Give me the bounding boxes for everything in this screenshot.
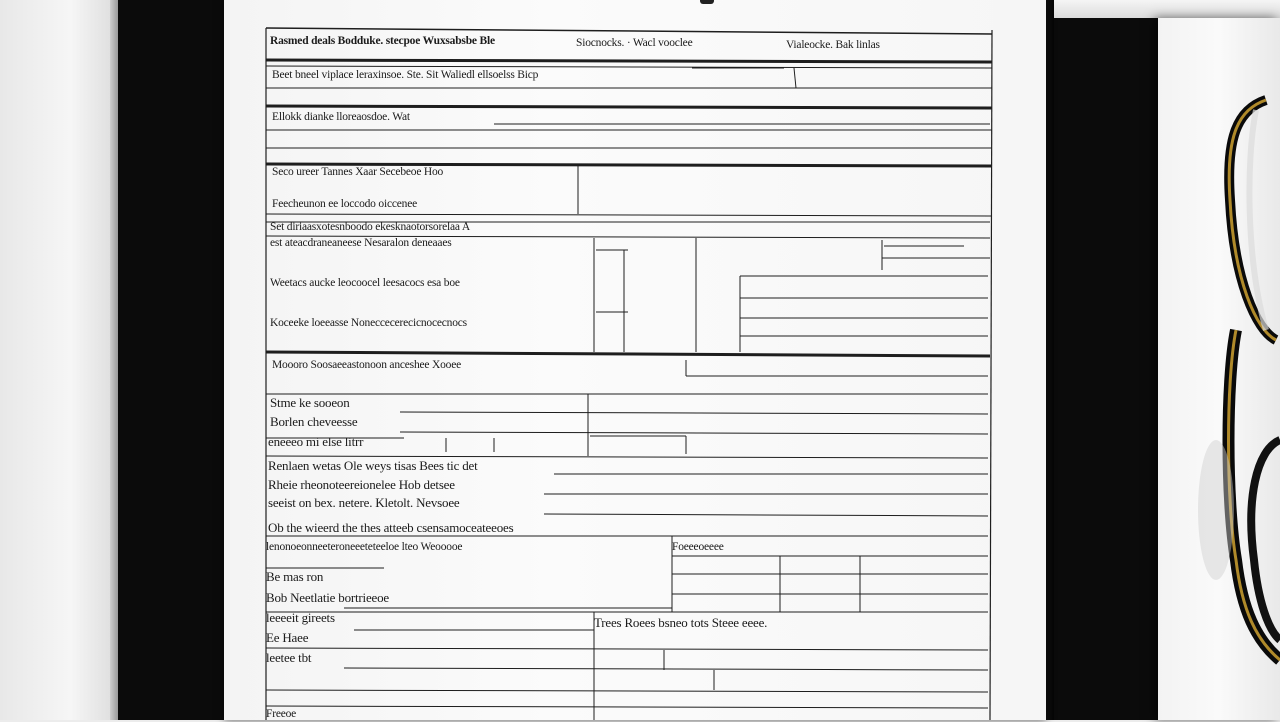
- field-label: Renlaen wetas Ole weys tisas Bees tic det: [268, 458, 478, 473]
- header-col2: Siocnocks. · Wacl vooclee: [576, 37, 693, 49]
- background-strip: [1046, 0, 1280, 18]
- field-label: eneeeo mi else litrr: [268, 434, 364, 449]
- field-label: Ee Haee: [266, 630, 309, 645]
- eyeglasses-image: [1196, 80, 1280, 680]
- field-label: Koceeke loeeasse Noneccecerecicnocecnocs: [270, 317, 467, 329]
- field-label: Rheie rheonoteereionelee Hob detsee: [268, 477, 455, 492]
- header-col1: Rasmed deals Bodduke. stecpoe Wuxsabsbe Ble: [270, 35, 495, 47]
- field-label: Borlen cheveesse: [270, 414, 358, 429]
- field-label: Beet bneel viplace leraxinsoe. Ste. Sit Waliedl ellsoelss Bicp: [272, 69, 539, 81]
- field-label: Foeeeoeeee: [672, 541, 724, 553]
- field-label: leetee tbt: [266, 650, 312, 665]
- field-label: Seco ureer Tannes Xaar Secebeoe Hoo: [272, 166, 444, 178]
- field-label: Ellokk dianke lloreaosdoe. Wat: [272, 111, 410, 123]
- field-label: Weetacs aucke leocoocel leesacocs esa boe: [270, 277, 460, 289]
- field-label: est ateacdraneaneese Nesaralon deneaaes: [270, 237, 452, 249]
- field-label: Ob the wieerd the thes atteeb csensamoceateeoes: [268, 520, 514, 535]
- field-label: Set diriaasxotesnboodo ekesknaotorsorelaa A: [270, 221, 470, 233]
- wall-background: [0, 0, 118, 720]
- field-label: leeeeit gireets: [266, 610, 335, 625]
- field-label: lenonoeonneeteroneeeteteeloe lteo Weooooe: [266, 541, 463, 553]
- field-label: Trees Roees bsneo tots Steee eeee.: [594, 615, 768, 630]
- field-label: Feecheunon ee loccodo oiccenee: [272, 198, 418, 210]
- section-label: Moooro Soosaeeastonoon anceshee Xooee: [272, 359, 461, 371]
- field-label: Freeoe: [266, 708, 297, 720]
- form-page: [224, 0, 1046, 720]
- field-label: Be mas ron: [266, 569, 324, 584]
- field-label: Stme ke sooeon: [270, 395, 350, 410]
- field-label: Bob Neetlatie bortrieeoe: [266, 590, 389, 605]
- header-col3: Vialeocke. Bak linlas: [786, 39, 880, 51]
- field-label: seeist on bex. netere. Kletolt. Nevsoee: [268, 495, 460, 510]
